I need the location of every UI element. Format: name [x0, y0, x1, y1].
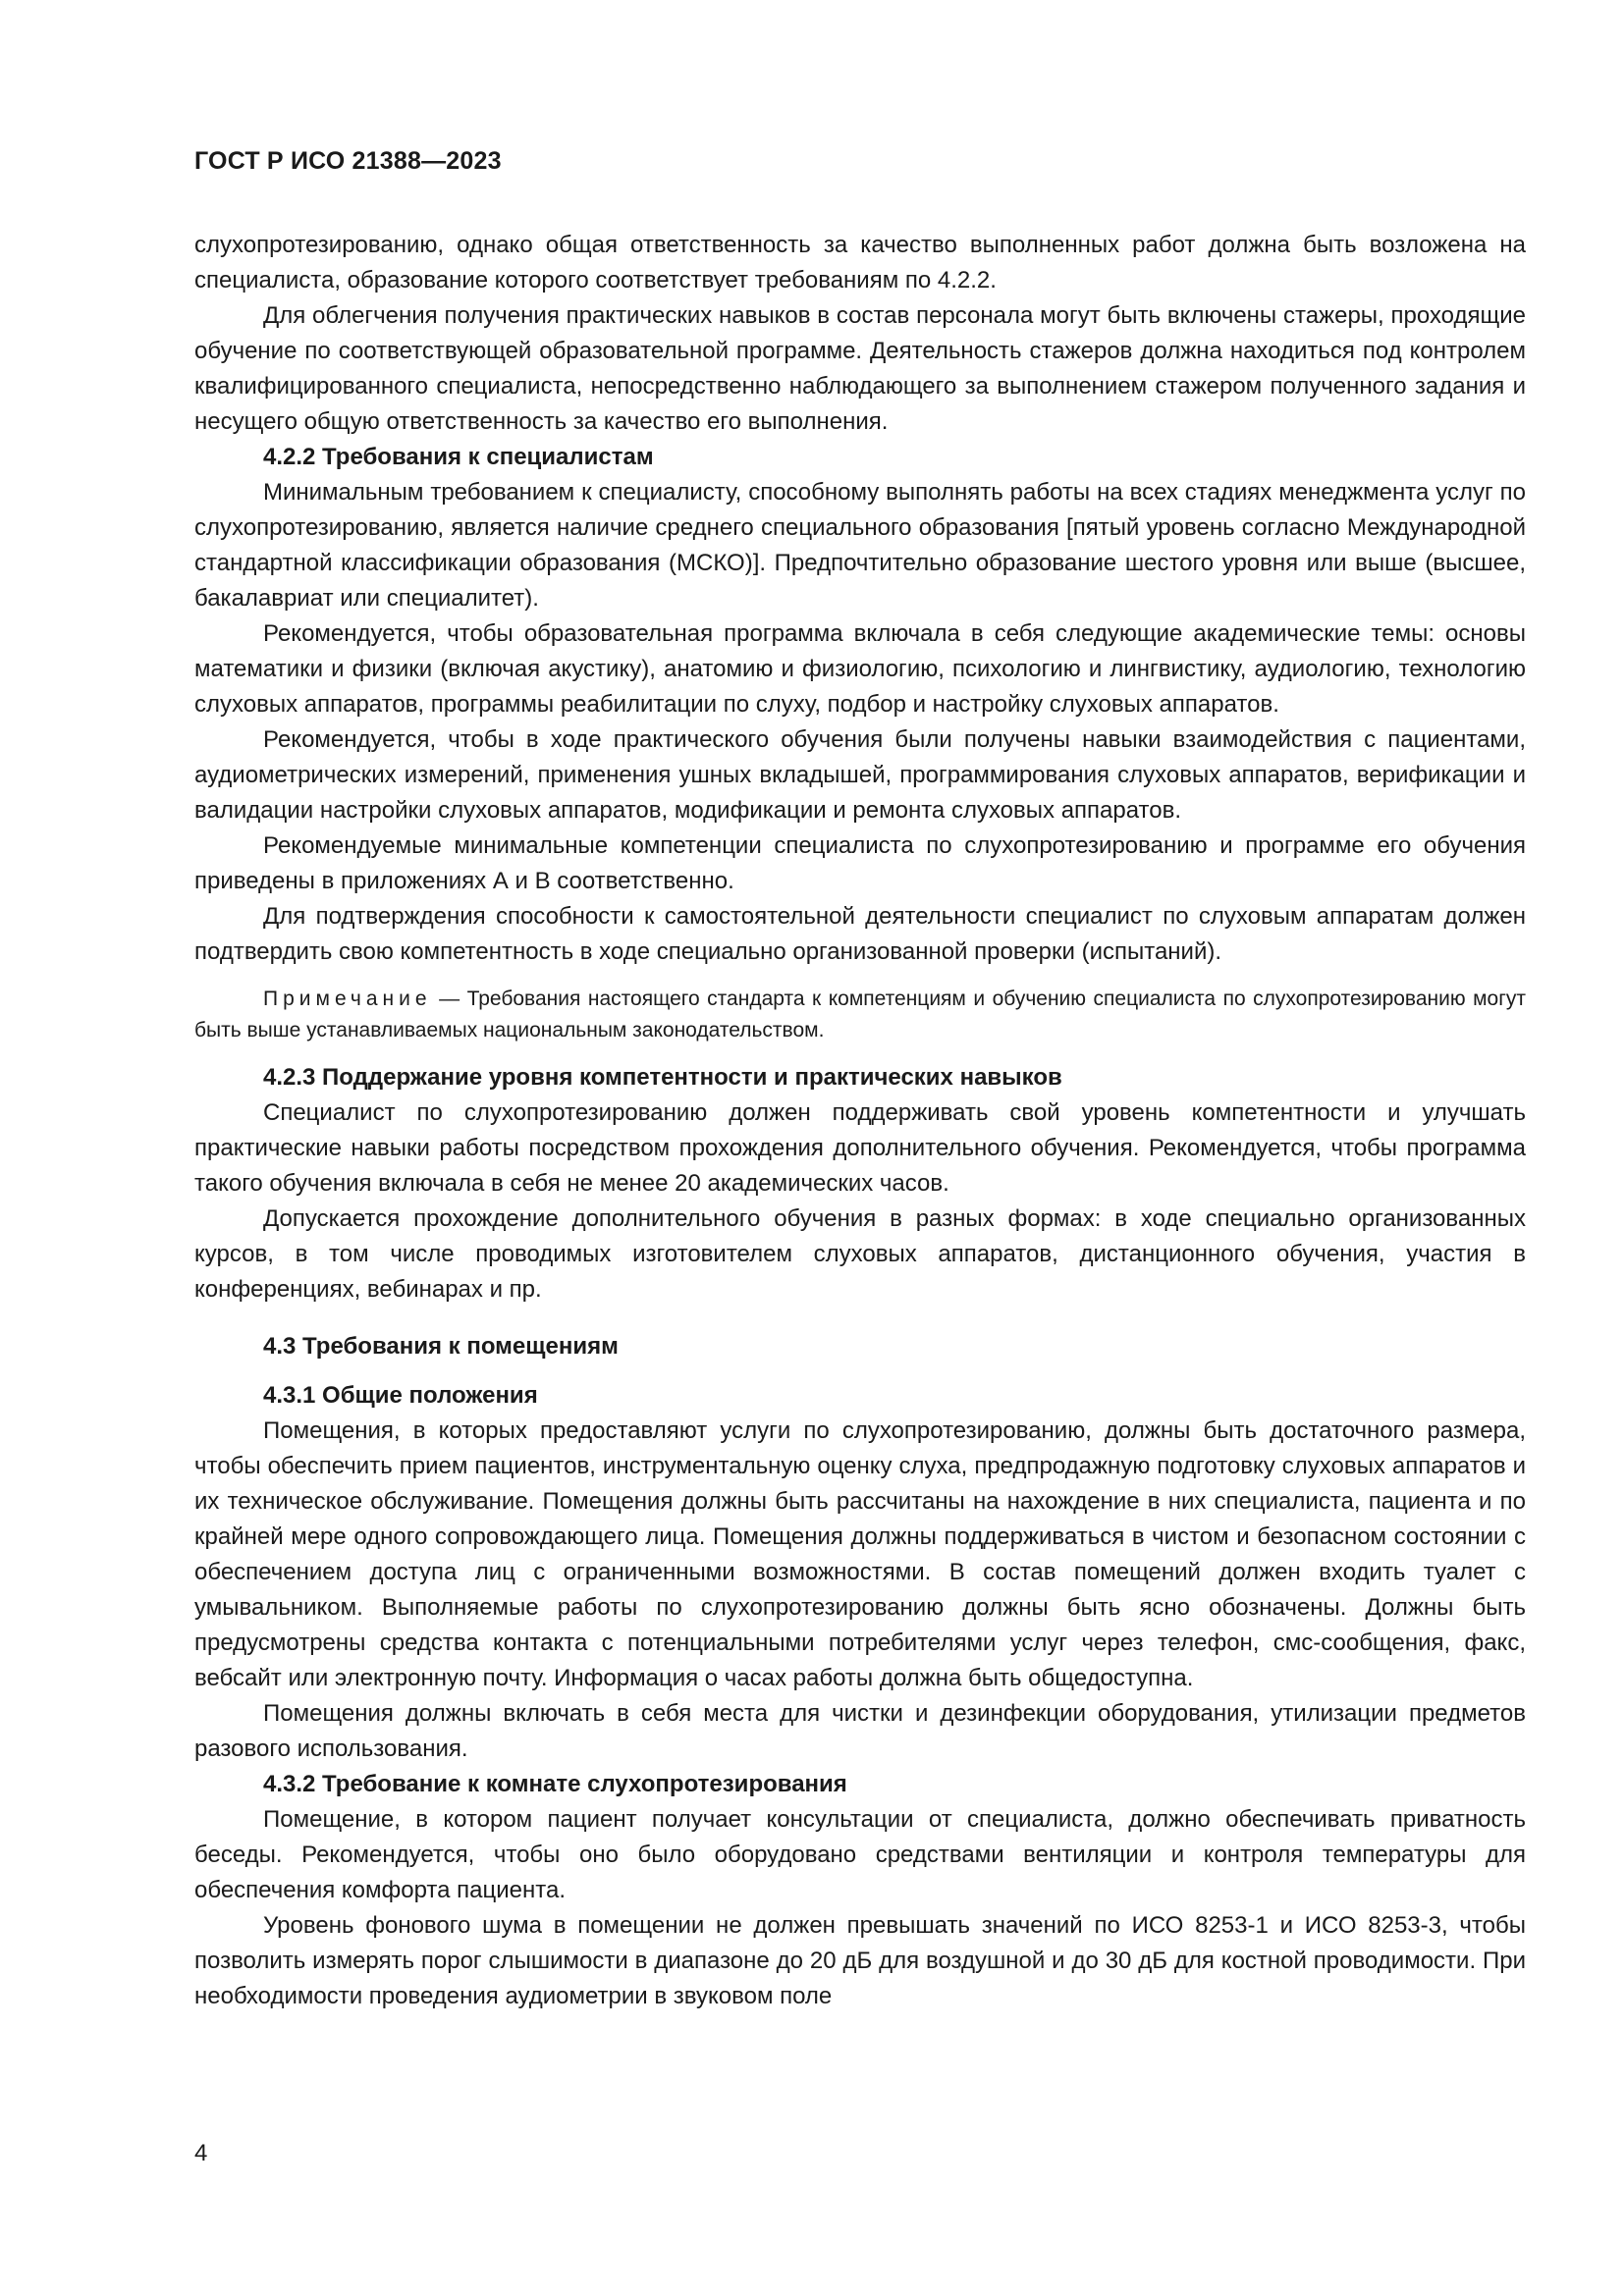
paragraph: Помещение, в котором пациент получает консультации от специалиста, должно обеспечивать приватность беседы. Рекомендуется, чтобы оно было оборудовано средствами вентиляции и контроля температуры для обеспечения комфорта пациента. [194, 1806, 1526, 1903]
section-heading-4-2-2: 4.2.2 Требования к специалистам [263, 444, 654, 470]
note-label: Примечание [263, 988, 432, 1010]
paragraph: Для облегчения получения практических навыков в состав персонала могут быть включены стажеры, проходящие обучение по соответствующей образовательной программе. Деятельность стажеров должна находиться под контролем квалифицированного специалиста, непосредственно наблюдающего за выполнением стажером полученного задания и несущего общую ответственность за качество его выполнения. [194, 302, 1526, 435]
section-heading-4-3-2: 4.3.2 Требование к комнате слухопротезирования [263, 1771, 847, 1797]
paragraph: Допускается прохождение дополнительного обучения в разных формах: в ходе специально организованных курсов, в том числе проводимых изготовителем слуховых аппаратов, дистанционного обучения, участия в конференциях, вебинарах и пр. [194, 1205, 1526, 1303]
document-header: ГОСТ Р ИСО 21388—2023 [194, 147, 502, 175]
paragraph: Помещения, в которых предоставляют услуги по слухопротезированию, должны быть достаточного размера, чтобы обеспечить прием пациентов, инструментальную оценку слуха, предпродажную подготовку слуховых аппаратов и их техническое обслуживание. Помещения должны быть рассчитаны на нахождение в них специалиста, пациента и по крайней мере одного сопровождающего лица. Помещения должны поддерживаться в чистом и безопасном состоянии с обеспечением доступа лиц с ограниченными возможностями. В состав помещений должен входить туалет с умывальником. Выполняемые работы по слухопротезированию должны быть ясно обозначены. Должны быть предусмотрены средства контакта с потенциальными потребителями услуг через телефон, смс-сообщения, факс, вебсайт или электронную почту. Информация о часах работы должна быть общедоступна. [194, 1417, 1526, 1691]
paragraph: Рекомендуется, чтобы образовательная программа включала в себя следующие академические темы: основы математики и физики (включая акустику), анатомию и физиологию, психологию и лингвистику, аудиологию, технологию слуховых аппаратов, программы реабилитации по слуху, подбор и настройку слуховых аппаратов. [194, 620, 1526, 718]
section-heading-4-3: 4.3 Требования к помещениям [263, 1333, 619, 1360]
paragraph: Для подтверждения способности к самостоятельной деятельности специалист по слуховым аппаратам должен подтвердить свою компетентность в ходе специально организованной проверки (испытаний). [194, 903, 1526, 965]
paragraph: Рекомендуется, чтобы в ходе практического обучения были получены навыки взаимодействия с пациентами, аудиометрических измерений, применения ушных вкладышей, программирования слуховых аппаратов, верификации и валидации настройки слуховых аппаратов, модификации и ремонта слуховых аппаратов. [194, 726, 1526, 824]
paragraph: Помещения должны включать в себя места для чистки и дезинфекции оборудования, утилизации предметов разового использования. [194, 1700, 1526, 1762]
paragraph: слухопротезированию, однако общая ответственность за качество выполненных работ должна быть возложена на специалиста, образование которого соответствует требованиям по 4.2.2. [194, 232, 1526, 294]
note-text: — Требования настоящего стандарта к компетенциям и обучению специалиста по слухопротезированию могут быть выше устанавливаемых национальным законодательством. [194, 988, 1526, 1041]
section-heading-4-3-1: 4.3.1 Общие положения [263, 1382, 538, 1409]
paragraph: Рекомендуемые минимальные компетенции специалиста по слухопротезированию и программе его обучения приведены в приложениях А и В соответственно. [194, 832, 1526, 894]
document-body [194, 228, 1526, 2014]
paragraph: Специалист по слухопротезированию должен поддерживать свой уровень компетентности и улучшать практические навыки работы посредством прохождения дополнительного обучения. Рекомендуется, чтобы программа такого обучения включала в себя не менее 20 академических часов. [194, 1099, 1526, 1197]
section-heading-4-2-3: 4.2.3 Поддержание уровня компетентности и практических навыков [263, 1064, 1062, 1091]
paragraph: Минимальным требованием к специалисту, способному выполнять работы на всех стадиях менеджмента услуг по слухопротезированию, является наличие среднего специального образования [пятый уровень согласно Международной стандартной классификации образования (МСКО)]. Предпочтительно образование шестого уровня или выше (высшее, бакалавриат или специалитет). [194, 479, 1526, 612]
paragraph: Уровень фонового шума в помещении не должен превышать значений по ИСО 8253-1 и ИСО 8253-3, чтобы позволить измерять порог слышимости в диапазоне до 20 дБ для воздушной и до 30 дБ для костной проводимости. При необходимости проведения аудиометрии в звуковом поле [194, 1912, 1526, 2009]
page-number: 4 [194, 2140, 208, 2166]
note [194, 984, 1526, 1046]
